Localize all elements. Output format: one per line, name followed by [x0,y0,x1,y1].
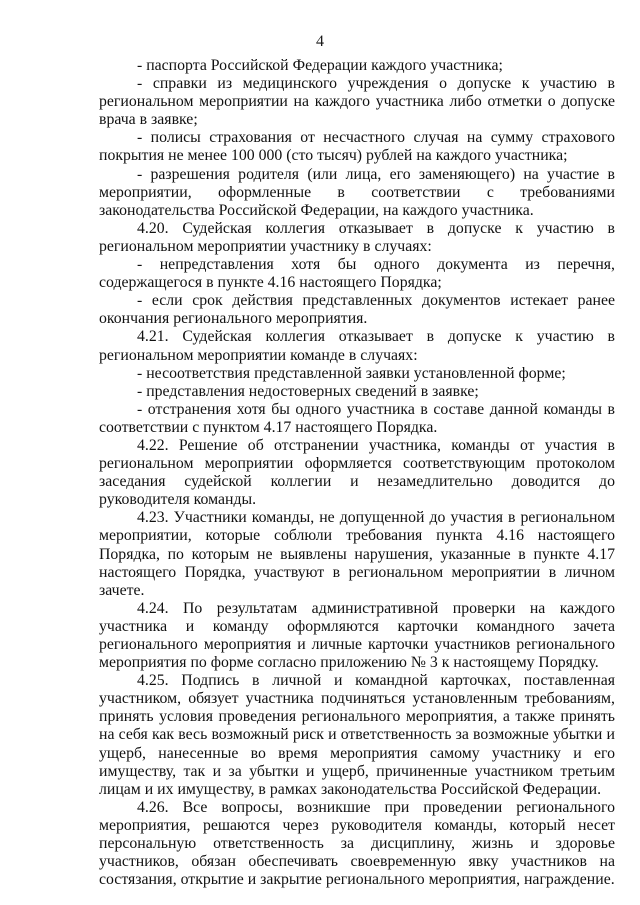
paragraph: 4.24. По результатам административной проверки на каждого участника и команду оформляются карточки командного зачета регионального мероприятия и личные карточки участников регионального мероприятия по форме согласно приложению № 3 к настоящему Порядку. [99,599,615,672]
paragraph: 4.20. Судейская коллегия отказывает в допуске к участию в региональном мероприятии участнику в случаях: [99,219,615,255]
page-number: 4 [316,33,324,50]
paragraph: - паспорта Российской Федерации каждого участника; [137,57,503,74]
paragraph: 4.21. Судейская коллегия отказывает в допуске к участию в региональном мероприятии команде в случаях: [99,328,615,364]
paragraph: - если срок действия представленных документов истекает ранее окончания регионального мероприятия. [99,292,615,328]
paragraph: 4.26. Все вопросы, возникшие при проведении регионального мероприятия, решаются через руководителя команды, который несет персональную ответственность за дисциплину, жизнь и здоровье участников, обязан обеспечивать своевременную явку участников на состязания, открытие и закрытие регионального мероприятия, награждение. [99,798,615,889]
paragraph: - разрешения родителя (или лица, его заменяющего) на участие в мероприятии, оформленные в соответствии с требованиями законодательства Российской Федерации, на каждого участника. [99,165,615,219]
document-body [99,57,615,889]
paragraph: - отстранения хотя бы одного участника в составе данной команды в соответствии с пунктом 4.17 настоящего Порядка. [99,400,615,436]
paragraph: - справки из медицинского учреждения о допуске к участию в региональном мероприятии на каждого участника либо отметки о допуске врача в заявке; [99,75,615,129]
paragraph: 4.22. Решение об отстранении участника, команды от участия в региональном мероприятии оформляется соответствующим протоколом заседания судейской коллегии и незамедлительно доводится до руководителя команды. [99,436,615,509]
paragraph: - полисы страхования от несчастного случая на сумму страхового покрытия не менее 100 000 (сто тысяч) рублей на каждого участника; [99,129,615,165]
paragraph: - представления недостоверных сведений в заявке; [137,382,479,400]
paragraph: 4.23. Участники команды, не допущенной до участия в региональном мероприятии, которые соблюли требования пункта 4.16 настоящего Порядка, по которым не выявлены нарушения, указанные в пункте 4.17 настоящего Порядка, участвуют в региональном мероприятии в личном зачете. [99,509,615,599]
paragraph: 4.25. Подпись в личной и командной карточках, поставленная участником, обязует участника подчиняться установленным требованиям, принять условия проведения регионального мероприятия, а также принять на себя как весь возможный риск и ответственность за возможные убытки и ущерб, нанесенные во время мероприятия самому участнику и его имуществу, так и за убытки и ущерб, причиненные участником третьим лицам и их имуществу, в рамках законодательства Российской Федерации. [99,672,615,798]
paragraph: - несоответствия представленной заявки установленной форме; [137,364,566,382]
paragraph: - непредставления хотя бы одного документа из перечня, содержащегося в пункте 4.16 настоящего Порядка; [99,256,615,292]
